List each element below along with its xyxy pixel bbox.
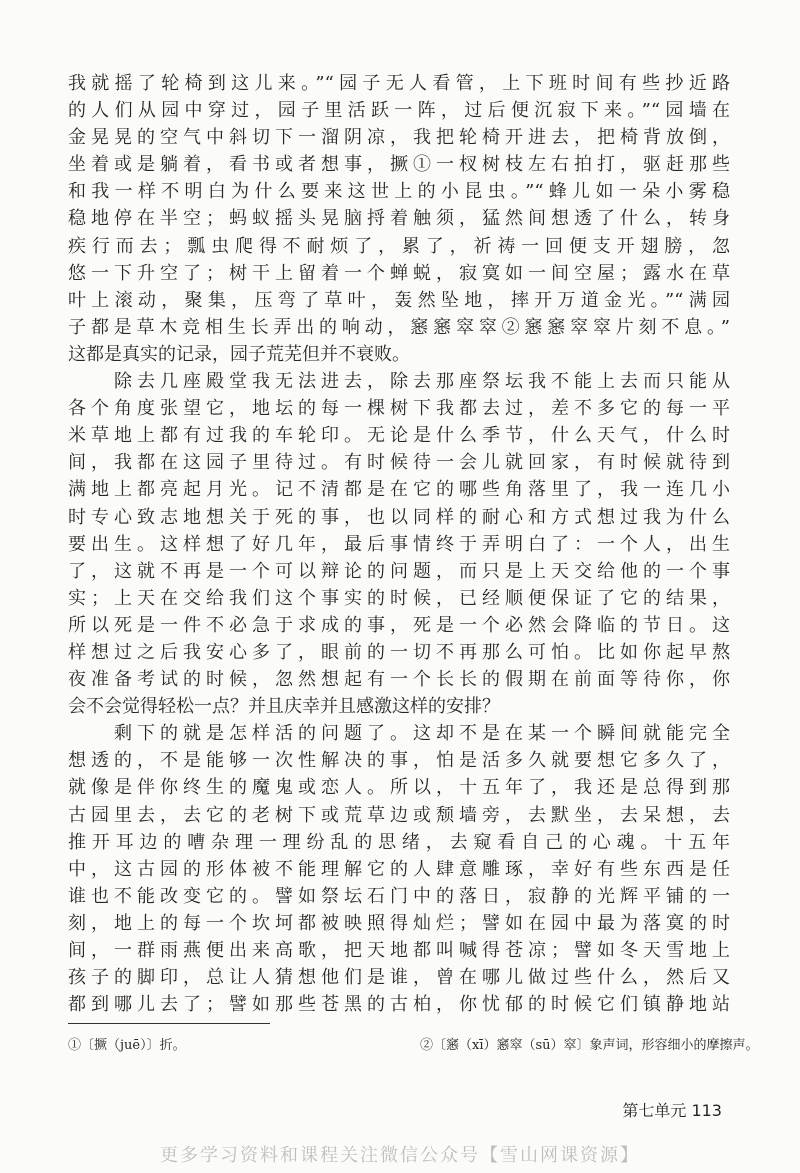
text-line: 古园里去，去它的老树下或荒草边或颓墙旁，去默坐，去呆想，去 <box>68 804 730 826</box>
text-line: 满地上都亮起月光。记不清都是在它的哪些角落里了，我一连几小 <box>68 479 730 501</box>
text-line: 的人们从园中穿过，园子里活跃一阵，过后便沉寂下来。”“园墙在 <box>68 100 730 122</box>
text-line: 实；上天在交给我们这个事实的时候，已经顺便保证了它的结果， <box>68 587 730 609</box>
text-line: 间，我都在这园子里待过。有时候待一会儿就回家，有时候就待到 <box>68 452 730 474</box>
footnote-divider <box>68 1023 270 1024</box>
text-line: 了，这就不再是一个可以辩论的问题，而只是上天交给他的一个事 <box>68 560 730 582</box>
text-line: 中，这古园的形体被不能理解它的人肆意雕琢，幸好有些东西是任 <box>68 858 730 880</box>
text-line: 稳地停在半空；蚂蚁摇头晃脑捋着触须，猛然间想透了什么，转身 <box>68 208 730 230</box>
text-line: 剩下的就是怎样活的问题了。这却不是在某一个瞬间就能完全 <box>68 723 730 745</box>
text-line: 想透的，不是能够一次性解决的事，怕是活多久就要想它多久了， <box>68 750 730 772</box>
text-line: 时专心致志地想关于死的事，也以同样的耐心和方式想过我为什么 <box>68 506 730 528</box>
text-line: 样想过之后我安心多了，眼前的一切不再那么可怕。比如你起早熬 <box>68 641 730 663</box>
text-line: 谁也不能改变它的。譬如祭坛石门中的落日，寂静的光辉平铺的一 <box>68 885 730 907</box>
text-line: 夜准备考试的时候，忽然想起有一个长长的假期在前面等待你，你 <box>68 669 730 691</box>
text-line: 坐着或是躺着，看书或者想事，撅①一杈树枝左右拍打，驱赶那些 <box>68 154 730 176</box>
text-line: 我就摇了轮椅到这儿来。”“园子无人看管，上下班时间有些抄近路 <box>68 73 730 94</box>
text-line: 会不会觉得轻松一点？并且庆幸并且感激这样的安排？ <box>68 696 500 718</box>
text-line: 各个角度张望它，地坛的每一棵树下我都去过，差不多它的每一平 <box>68 398 730 420</box>
text-line: 金晃晃的空气中斜切下一溜阴凉，我把轮椅开进去，把椅背放倒， <box>68 127 730 149</box>
text-line: 疾行而去；瓢虫爬得不耐烦了，累了，祈祷一回便支开翅膀，忽 <box>68 235 730 257</box>
text-line: 所以死是一件不必急于求成的事，死是一个必然会降临的节日。这 <box>68 614 730 636</box>
page-footer: 第七单元 113 <box>622 1101 722 1120</box>
text-line: 孩子的脚印，总让人猜想他们是谁，曾在哪儿做过些什么，然后又 <box>68 967 730 989</box>
text-line: 间，一群雨燕便出来高歌，把天地都叫喊得苍凉；譬如冬天雪地上 <box>68 940 730 961</box>
watermark-banner: 更多学习资料和课程关注微信公众号【雪山网课资源】 <box>160 1145 640 1166</box>
text-line: 悠一下升空了；树干上留着一个蝉蜕，寂寞如一间空屋；露水在草 <box>68 262 730 284</box>
text-line: 和我一样不明白为什么要来这世上的小昆虫。”“蜂儿如一朵小雾稳 <box>68 181 730 203</box>
text-line: 这都是真实的记录，园子荒芜但并不衰败。 <box>68 343 410 365</box>
body-text <box>68 70 730 1018</box>
text-line: 叶上滚动，聚集，压弯了草叶，轰然坠地，摔开万道金光。”“满园 <box>68 289 730 311</box>
text-line: 就像是伴你终生的魔鬼或恋人。所以，十五年了，我还是总得到那 <box>68 777 730 799</box>
text-line: 米草地上都有过我的车轮印。无论是什么季节，什么天气，什么时 <box>68 425 730 447</box>
text-line: 子都是草木竞相生长弄出的响动，窸窸窣窣②窸窸窣窣片刻不息。” <box>68 316 730 338</box>
text-line: 都到哪儿去了；譬如那些苍黑的古柏，你忧郁的时候它们镇静地站 <box>68 994 730 1016</box>
footnote-2: ②〔窸（xī）窸窣（sū）窣〕象声词，形容细小的摩擦声。 <box>420 1038 759 1053</box>
text-line: 除去几座殿堂我无法进去，除去那座祭坛我不能上去而只能从 <box>68 371 730 393</box>
footnote-1: ①〔撅（juē）〕折。 <box>68 1038 186 1053</box>
text-line: 刻，地上的每一个坎坷都被映照得灿烂；譬如在园中最为落寞的时 <box>68 912 730 934</box>
text-line: 推开耳边的嘈杂理一理纷乱的思绪，去窥看自己的心魂。十五年 <box>68 831 730 853</box>
text-line: 要出生。这样想了好几年，最后事情终于弄明白了：一个人，出生 <box>68 533 730 555</box>
